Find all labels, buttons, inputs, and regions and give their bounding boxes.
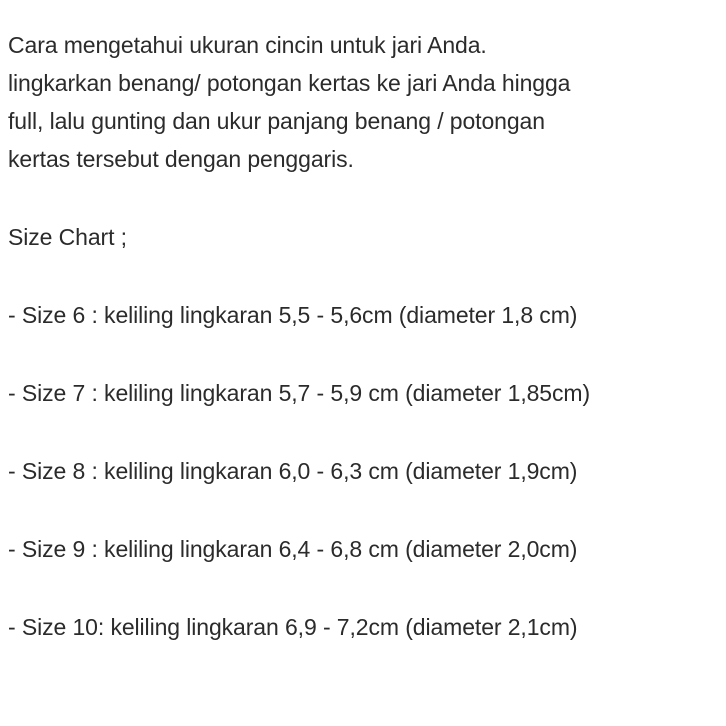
intro-line: full, lalu gunting dan ukur panjang benang / potongan xyxy=(8,108,545,134)
size-chart-item: - Size 10: keliling lingkaran 6,9 - 7,2cm (diameter 2,1cm) xyxy=(8,614,578,640)
intro-line: Cara mengetahui ukuran cincin untuk jari Anda. xyxy=(8,32,487,58)
size-chart-item: - Size 8 : keliling lingkaran 6,0 - 6,3 cm (diameter 1,9cm) xyxy=(8,458,578,484)
intro-line: kertas tersebut dengan penggaris. xyxy=(8,146,354,172)
intro-line: lingkarkan benang/ potongan kertas ke jari Anda hingga xyxy=(8,70,571,96)
size-chart-item: - Size 6 : keliling lingkaran 5,5 - 5,6cm (diameter 1,8 cm) xyxy=(8,302,578,328)
size-chart-item: - Size 9 : keliling lingkaran 6,4 - 6,8 cm (diameter 2,0cm) xyxy=(8,536,578,562)
size-chart-heading: Size Chart ; xyxy=(8,224,127,250)
size-chart-item: - Size 7 : keliling lingkaran 5,7 - 5,9 cm (diameter 1,85cm) xyxy=(8,380,591,406)
document-page xyxy=(8,0,720,726)
